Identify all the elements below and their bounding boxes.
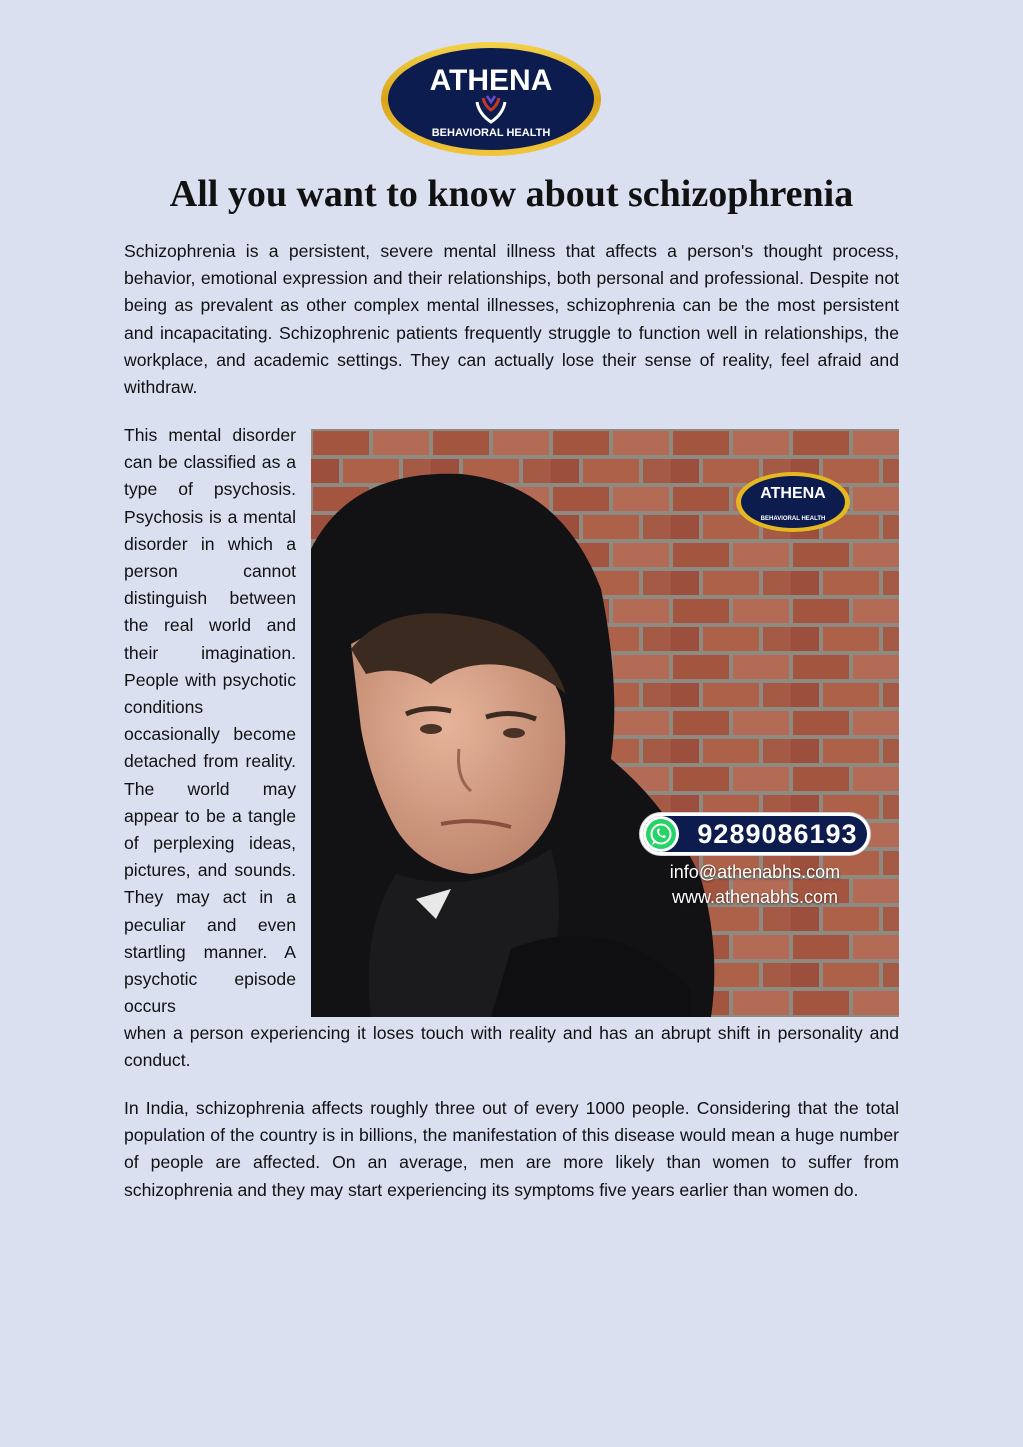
page-title: All you want to know about schizophrenia: [169, 173, 854, 215]
photo-logo-brand: ATHENA: [760, 485, 826, 502]
psychosis-paragraph-column: This mental disorder can be classified as a type of psychosis. Psychosis is a mental disorder in which a person cannot distinguish between the real world and their imagination. People with psychotic conditions occasionally become detached from reality. The world may appear to be a tangle of perplexing ideas, pictures, and sounds. They may act in a peculiar and even startling manner. A psychotic episode occurs: [124, 425, 296, 1017]
article-photo: [311, 429, 899, 1017]
photo-athena-logo: [736, 472, 850, 532]
psychosis-paragraph-continued: when a person experiencing it loses touch with reality and has an abrupt shift in personality and conduct.: [124, 1023, 899, 1071]
contact-email: info@athenabhs.com: [669, 862, 841, 882]
brick-wall-teen-image: [311, 429, 899, 1017]
athena-logo: [379, 40, 603, 158]
intro-paragraph: Schizophrenia is a persistent, severe mental illness that affects a person's thought process, behavior, emotional expression and their relationships, both personal and professional. Despite not being as prevalent as other complex mental illnesses, schizophrenia can be the most persistent and incapacitating. Schizophrenic patients frequently struggle to function well in relationships, the workplace, and academic settings. They can actually lose their sense of reality, feel afraid and withdraw.: [124, 241, 899, 398]
phone-number: 9289086193: [697, 819, 858, 849]
contact-website: www.athenabhs.com: [671, 887, 839, 907]
logo-tagline-text: BEHAVIORAL HEALTH: [431, 127, 551, 139]
logo-brand-text: ATHENA: [429, 64, 553, 97]
india-statistics-paragraph: In India, schizophrenia affects roughly three out of every 1000 people. Considering that the total population of the country is in billions, the manifestation of this disease would mean a huge number of people are affected. On an average, men are more likely than women to suffer from schizophrenia and they may start experiencing its symptoms five years earlier than women do.: [124, 1098, 899, 1200]
whatsapp-icon: [643, 816, 679, 852]
photo-logo-tagline: BEHAVIORAL HEALTH: [760, 516, 826, 522]
